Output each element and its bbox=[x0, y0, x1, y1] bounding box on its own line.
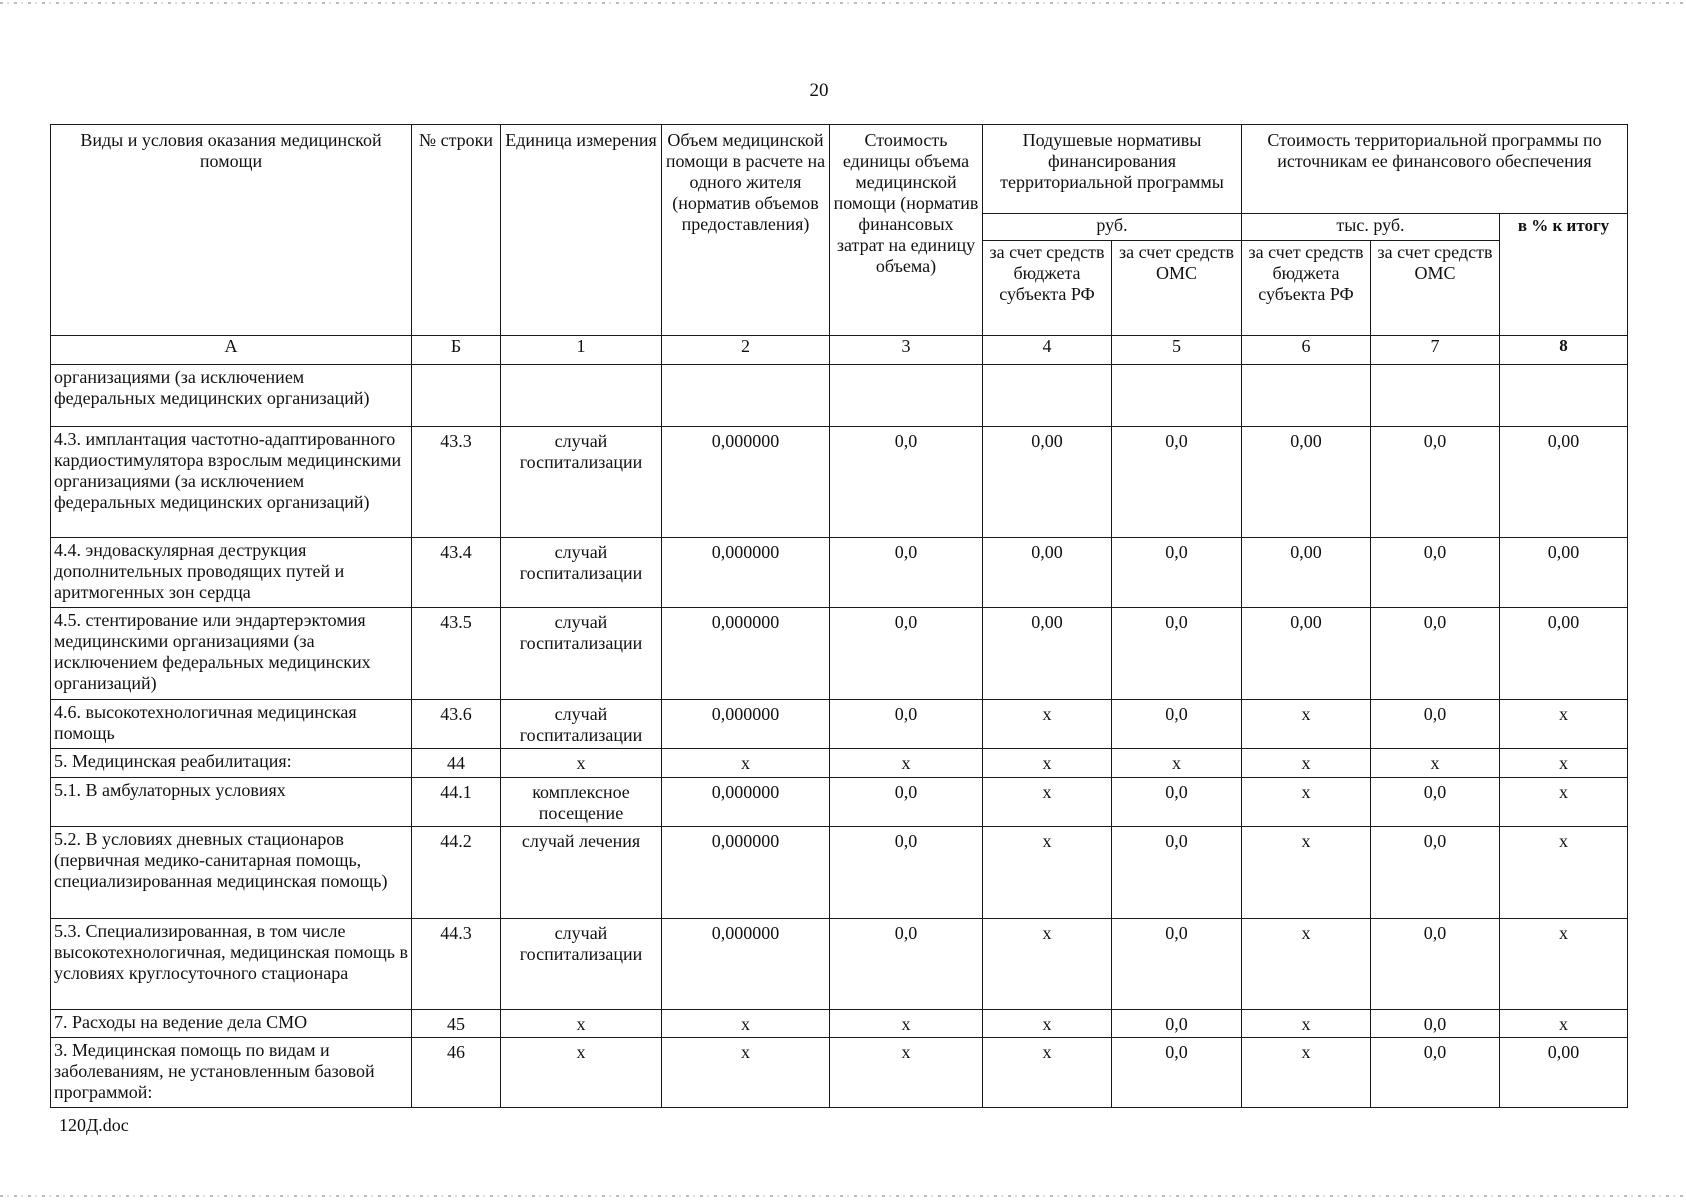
row-unit: случай госпитализации bbox=[501, 427, 662, 538]
row-percent bbox=[1500, 364, 1628, 426]
row-name: 5. Медицинская реабилитация: bbox=[51, 749, 412, 777]
row-name: 5.2. В условиях дневных стационаров (первичная медико-санитарная помощь, специализированная медицинская помощь) bbox=[51, 826, 412, 918]
table-row bbox=[51, 364, 1628, 426]
row-norm-oms: х bbox=[1112, 749, 1242, 777]
row-percent: х bbox=[1500, 1010, 1628, 1038]
row-cost-oms: 0,0 bbox=[1371, 826, 1500, 918]
row-cost-budget: 0,00 bbox=[1242, 537, 1371, 608]
header-group-norms: Подушевые нормативы финансирования территориальной программы bbox=[983, 125, 1242, 214]
row-cost-oms: 0,0 bbox=[1371, 1038, 1500, 1108]
index-cell: А bbox=[51, 336, 412, 364]
index-cell: 7 bbox=[1371, 336, 1500, 364]
row-unit: случай лечения bbox=[501, 826, 662, 918]
row-norm-budget: х bbox=[983, 1010, 1112, 1038]
row-unit-cost: 0,0 bbox=[830, 700, 983, 749]
row-name: 4.4. эндоваскулярная деструкция дополнительных проводящих путей и аритмогенных зон сердца bbox=[51, 537, 412, 608]
scan-edge-top bbox=[0, 2, 1686, 4]
row-percent: х bbox=[1500, 777, 1628, 826]
header-oms-thous: за счет средств ОМС bbox=[1371, 240, 1500, 336]
row-unit-cost bbox=[830, 364, 983, 426]
row-name: 4.6. высокотехнологичная медицинская помощь bbox=[51, 700, 412, 749]
row-norm-budget: 0,00 bbox=[983, 537, 1112, 608]
table-row bbox=[51, 918, 1628, 1010]
row-cost-budget: х bbox=[1242, 777, 1371, 826]
row-line-number: 44.3 bbox=[412, 918, 501, 1010]
table-row bbox=[51, 1038, 1628, 1108]
row-name: 4.5. стентирование или эндартерэктомия медицинскими организациями (за исключением федеральных медицинских организаций) bbox=[51, 608, 412, 700]
row-cost-oms: 0,0 bbox=[1371, 918, 1500, 1010]
row-unit: случай госпитализации bbox=[501, 918, 662, 1010]
financing-table bbox=[50, 124, 1628, 1108]
row-unit: х bbox=[501, 749, 662, 777]
row-cost-budget: х bbox=[1242, 1038, 1371, 1108]
row-unit: комплексное посещение bbox=[501, 777, 662, 826]
row-percent: 0,00 bbox=[1500, 427, 1628, 538]
document-filename: 120Д.doc bbox=[59, 1115, 129, 1135]
row-norm-budget: х bbox=[983, 826, 1112, 918]
row-cost-oms: 0,0 bbox=[1371, 608, 1500, 700]
row-cost-budget: х bbox=[1242, 918, 1371, 1010]
row-unit-cost: 0,0 bbox=[830, 608, 983, 700]
table-row bbox=[51, 700, 1628, 749]
row-line-number: 44 bbox=[412, 749, 501, 777]
row-volume: 0,000000 bbox=[662, 777, 830, 826]
row-norm-oms: 0,0 bbox=[1112, 608, 1242, 700]
index-cell: 2 bbox=[662, 336, 830, 364]
row-cost-oms: х bbox=[1371, 749, 1500, 777]
table-row bbox=[51, 826, 1628, 918]
row-norm-oms: 0,0 bbox=[1112, 537, 1242, 608]
row-name: 4.3. имплантация частотно-адаптированного кардиостимулятора взрослым медицинскими организациями (за исключением федеральных медицинских организаций) bbox=[51, 427, 412, 538]
row-cost-oms: 0,0 bbox=[1371, 700, 1500, 749]
row-unit: х bbox=[501, 1010, 662, 1038]
row-volume: 0,000000 bbox=[662, 427, 830, 538]
row-name: 5.3. Специализированная, в том числе высокотехнологичная, медицинская помощь в условиях круглосуточного стационара bbox=[51, 918, 412, 1010]
header-percent-total: в % к итогу bbox=[1500, 213, 1628, 336]
row-line-number: 43.3 bbox=[412, 427, 501, 538]
row-volume: х bbox=[662, 749, 830, 777]
row-volume: х bbox=[662, 1038, 830, 1108]
row-name: 5.1. В амбулаторных условиях bbox=[51, 777, 412, 826]
row-norm-oms bbox=[1112, 364, 1242, 426]
row-percent: х bbox=[1500, 749, 1628, 777]
row-norm-oms: 0,0 bbox=[1112, 777, 1242, 826]
row-unit: случай госпитализации bbox=[501, 608, 662, 700]
row-volume: 0,000000 bbox=[662, 826, 830, 918]
index-cell: Б bbox=[412, 336, 501, 364]
row-unit-cost: х bbox=[830, 749, 983, 777]
table-row bbox=[51, 608, 1628, 700]
row-unit-cost: 0,0 bbox=[830, 537, 983, 608]
index-cell: 8 bbox=[1500, 336, 1628, 364]
header-budget-thous: за счет средств бюджета субъекта РФ bbox=[1242, 240, 1371, 336]
row-volume: х bbox=[662, 1010, 830, 1038]
header-col-b: № строки bbox=[412, 125, 501, 336]
row-norm-oms: 0,0 bbox=[1112, 918, 1242, 1010]
row-line-number: 44.2 bbox=[412, 826, 501, 918]
row-unit: случай госпитализации bbox=[501, 537, 662, 608]
row-norm-budget: х bbox=[983, 749, 1112, 777]
row-line-number bbox=[412, 364, 501, 426]
header-group-cost: Стоимость территориальной программы по источникам ее финансового обеспечения bbox=[1242, 125, 1628, 214]
row-name: организациями (за исключением федеральных медицинских организаций) bbox=[51, 364, 412, 426]
row-percent: 0,00 bbox=[1500, 537, 1628, 608]
row-cost-oms: 0,0 bbox=[1371, 777, 1500, 826]
index-row bbox=[51, 336, 1628, 364]
row-cost-oms bbox=[1371, 364, 1500, 426]
index-cell: 1 bbox=[501, 336, 662, 364]
header-row-1 bbox=[51, 125, 1628, 214]
row-cost-budget: х bbox=[1242, 1010, 1371, 1038]
row-percent: х bbox=[1500, 826, 1628, 918]
row-line-number: 44.1 bbox=[412, 777, 501, 826]
row-unit-cost: х bbox=[830, 1038, 983, 1108]
row-norm-oms: 0,0 bbox=[1112, 1038, 1242, 1108]
row-unit-cost: х bbox=[830, 1010, 983, 1038]
row-volume: 0,000000 bbox=[662, 608, 830, 700]
row-cost-oms: 0,0 bbox=[1371, 537, 1500, 608]
row-norm-budget: х bbox=[983, 918, 1112, 1010]
table-row bbox=[51, 777, 1628, 826]
row-cost-budget: х bbox=[1242, 700, 1371, 749]
row-line-number: 43.6 bbox=[412, 700, 501, 749]
row-percent: 0,00 bbox=[1500, 1038, 1628, 1108]
index-cell: 6 bbox=[1242, 336, 1371, 364]
row-cost-oms: 0,0 bbox=[1371, 427, 1500, 538]
row-cost-budget: 0,00 bbox=[1242, 427, 1371, 538]
row-norm-budget: 0,00 bbox=[983, 608, 1112, 700]
row-line-number: 46 bbox=[412, 1038, 501, 1108]
header-col-1: Единица измерения bbox=[501, 125, 662, 336]
row-line-number: 45 bbox=[412, 1010, 501, 1038]
table-row bbox=[51, 427, 1628, 538]
row-volume bbox=[662, 364, 830, 426]
header-budget-rub: за счет средств бюджета субъекта РФ bbox=[983, 240, 1112, 336]
page-number: 20 bbox=[809, 80, 829, 101]
row-norm-oms: 0,0 bbox=[1112, 427, 1242, 538]
row-norm-budget: х bbox=[983, 700, 1112, 749]
header-col-3: Стоимость единицы объема медицинской помощи (норматив финансовых затрат на единицу объема) bbox=[830, 125, 983, 336]
index-cell: 5 bbox=[1112, 336, 1242, 364]
row-name: 3. Медицинская помощь по видам и заболеваниям, не установленным базовой программой: bbox=[51, 1038, 412, 1108]
header-rub: руб. bbox=[983, 213, 1242, 240]
row-norm-budget bbox=[983, 364, 1112, 426]
row-cost-budget bbox=[1242, 364, 1371, 426]
row-norm-oms: 0,0 bbox=[1112, 1010, 1242, 1038]
row-norm-budget: х bbox=[983, 1038, 1112, 1108]
header-col-2: Объем медицинской помощи в расчете на одного жителя (норматив объемов предоставления) bbox=[662, 125, 830, 336]
row-percent: х bbox=[1500, 700, 1628, 749]
table-row bbox=[51, 749, 1628, 777]
index-cell: 4 bbox=[983, 336, 1112, 364]
table-row bbox=[51, 537, 1628, 608]
header-col-a: Виды и условия оказания медицинской помощи bbox=[51, 125, 412, 336]
header-oms-rub: за счет средств ОМС bbox=[1112, 240, 1242, 336]
table-row bbox=[51, 1010, 1628, 1038]
row-norm-budget: 0,00 bbox=[983, 427, 1112, 538]
row-norm-oms: 0,0 bbox=[1112, 826, 1242, 918]
row-unit-cost: 0,0 bbox=[830, 918, 983, 1010]
scan-edge-bottom bbox=[0, 1195, 1686, 1197]
index-cell: 3 bbox=[830, 336, 983, 364]
row-volume: 0,000000 bbox=[662, 918, 830, 1010]
row-unit: случай госпитализации bbox=[501, 700, 662, 749]
row-cost-budget: 0,00 bbox=[1242, 608, 1371, 700]
row-volume: 0,000000 bbox=[662, 700, 830, 749]
row-unit-cost: 0,0 bbox=[830, 427, 983, 538]
row-volume: 0,000000 bbox=[662, 537, 830, 608]
row-norm-oms: 0,0 bbox=[1112, 700, 1242, 749]
row-cost-oms: 0,0 bbox=[1371, 1010, 1500, 1038]
row-name: 7. Расходы на ведение дела СМО bbox=[51, 1010, 412, 1038]
row-percent: 0,00 bbox=[1500, 608, 1628, 700]
row-line-number: 43.5 bbox=[412, 608, 501, 700]
row-unit bbox=[501, 364, 662, 426]
header-thous-rub: тыс. руб. bbox=[1242, 213, 1500, 240]
row-cost-budget: х bbox=[1242, 749, 1371, 777]
row-unit-cost: 0,0 bbox=[830, 826, 983, 918]
row-percent: х bbox=[1500, 918, 1628, 1010]
row-norm-budget: х bbox=[983, 777, 1112, 826]
row-cost-budget: х bbox=[1242, 826, 1371, 918]
row-unit: х bbox=[501, 1038, 662, 1108]
row-unit-cost: 0,0 bbox=[830, 777, 983, 826]
row-line-number: 43.4 bbox=[412, 537, 501, 608]
